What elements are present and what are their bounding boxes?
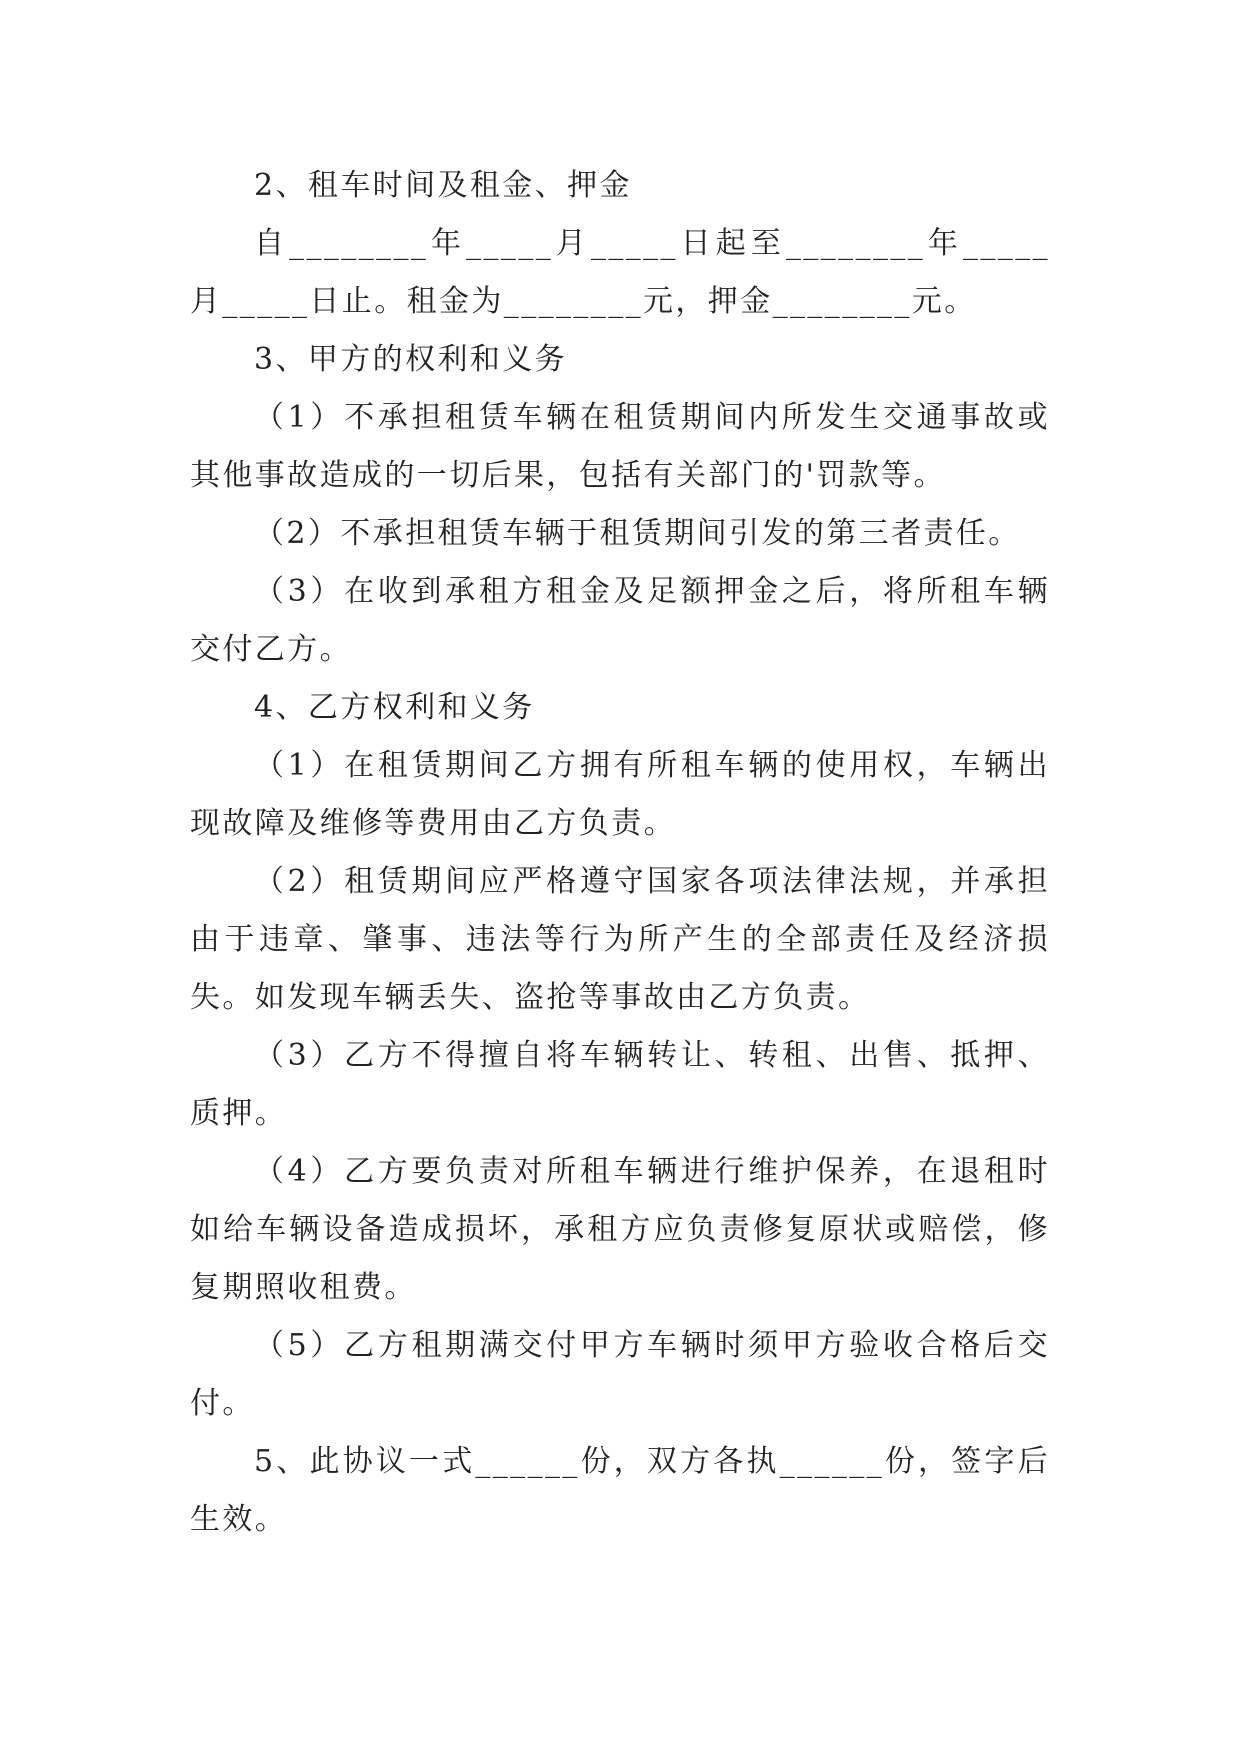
document-body bbox=[190, 157, 1050, 1549]
party-a-clause-2: （2）不承担租赁车辆于租赁期间引发的第三者责任。 bbox=[254, 516, 1021, 551]
section-heading-copies: 5、此协议一式______份，双方各执______份，签字后生效。 bbox=[190, 1444, 1050, 1537]
section-heading-party-b: 4、乙方权利和义务 bbox=[254, 690, 535, 725]
party-a-clause-3: （3）在收到承租方租金及足额押金之后，将所租车辆交付乙方。 bbox=[190, 574, 1050, 667]
party-b-clause-1: （1）在租赁期间乙方拥有所租车辆的使用权，车辆出现故障及维修等费用由乙方负责。 bbox=[190, 748, 1050, 841]
party-b-clause-3: （3）乙方不得擅自将车辆转让、转租、出售、抵押、质押。 bbox=[190, 1038, 1050, 1131]
section-heading-party-a: 3、甲方的权利和义务 bbox=[254, 342, 568, 377]
rental-period-clause: 自________年_____月_____日起至________年_____月_____日止。租金为________元，押金________元。 bbox=[190, 226, 1050, 319]
section-heading-rental-time: 2、租车时间及租金、押金 bbox=[254, 168, 632, 203]
party-b-clause-5: （5）乙方租期满交付甲方车辆时须甲方验收合格后交付。 bbox=[190, 1328, 1050, 1421]
party-a-clause-1: （1）不承担租赁车辆在租赁期间内所发生交通事故或其他事故造成的一切后果，包括有关部门的'罚款等。 bbox=[190, 400, 1050, 493]
party-b-clause-4: （4）乙方要负责对所租车辆进行维护保养，在退租时如给车辆设备造成损坏，承租方应负责修复原状或赔偿，修复期照收租费。 bbox=[190, 1154, 1050, 1305]
party-b-clause-2: （2）租赁期间应严格遵守国家各项法律法规，并承担由于违章、肇事、违法等行为所产生的全部责任及经济损失。如发现车辆丢失、盗抢等事故由乙方负责。 bbox=[190, 864, 1050, 1015]
